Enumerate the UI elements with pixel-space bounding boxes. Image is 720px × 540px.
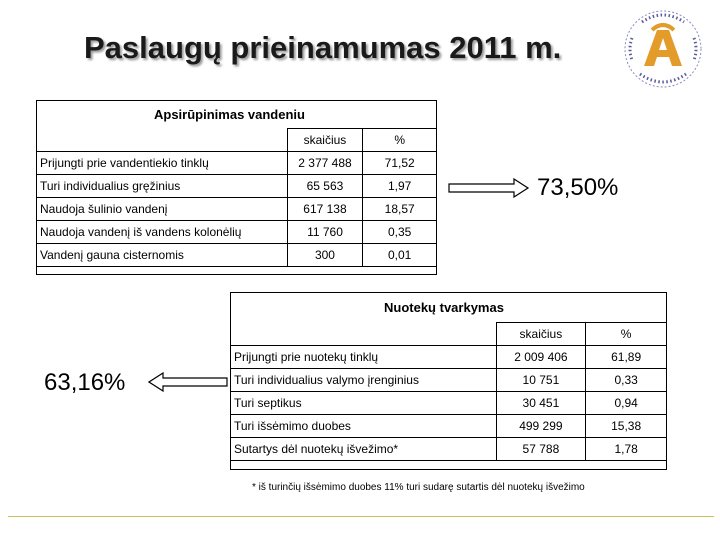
ministry-seal-icon: [622, 8, 704, 90]
table-corner-cell: [37, 129, 288, 152]
table-row: [37, 152, 437, 175]
sewage-total-percent: 63,16%: [44, 369, 126, 396]
table-corner-cell: [231, 323, 497, 346]
column-header-count: skaičius: [496, 323, 586, 346]
column-header-count: skaičius: [287, 129, 363, 152]
page-title: Paslaugų prieinamumas 2011 m.: [84, 30, 562, 65]
column-header-percent: %: [363, 129, 437, 152]
row-label: Turi individualius valymo įrenginius: [231, 369, 497, 392]
row-count: 300: [287, 244, 363, 267]
table-row: [231, 392, 667, 415]
row-label: Naudoja šulinio vandenį: [37, 198, 288, 221]
row-count: 2 377 488: [287, 152, 363, 175]
row-percent: 1,97: [363, 175, 437, 198]
row-count: 2 009 406: [496, 346, 586, 369]
row-label: Naudoja vandenį iš vandens kolonėlių: [37, 221, 288, 244]
row-count: 57 788: [496, 438, 586, 461]
water-supply-heading: Apsirūpinimas vandeniu: [154, 107, 305, 122]
bottom-divider: [8, 516, 714, 517]
table-row: [231, 438, 667, 461]
row-label: Turi septikus: [231, 392, 497, 415]
table-row: [231, 346, 667, 369]
row-percent: 18,57: [363, 198, 437, 221]
sewage-footnote: * iš turinčių išsėmimo duobes 11% turi sudarę sutartis dėl nuotekų išvežimo: [252, 482, 585, 493]
arrow-right-icon: [448, 178, 530, 198]
row-count: 617 138: [287, 198, 363, 221]
row-count: 499 299: [496, 415, 586, 438]
water-total-percent: 73,50%: [537, 174, 619, 201]
table-header-row: [37, 129, 437, 152]
table-row: [231, 415, 667, 438]
row-label: Vandenį gauna cisternomis: [37, 244, 288, 267]
row-percent: 0,33: [586, 369, 667, 392]
row-percent: 0,94: [586, 392, 667, 415]
row-count: 10 751: [496, 369, 586, 392]
table-row: [37, 244, 437, 267]
row-count: 65 563: [287, 175, 363, 198]
arrow-left-icon: [148, 372, 228, 392]
row-label: Turi individualius gręžinius: [37, 175, 288, 198]
sewage-heading: Nuotekų tvarkymas: [384, 300, 504, 315]
row-percent: 61,89: [586, 346, 667, 369]
column-header-percent: %: [586, 323, 667, 346]
table-row: [37, 198, 437, 221]
table-row: [231, 369, 667, 392]
row-label: Prijungti prie nuotekų tinklų: [231, 346, 497, 369]
row-label: Prijungti prie vandentiekio tinklų: [37, 152, 288, 175]
row-count: 11 760: [287, 221, 363, 244]
water-supply-table: [36, 128, 437, 267]
table-row: [37, 221, 437, 244]
table-row: [37, 175, 437, 198]
row-label: Turi išsėmimo duobes: [231, 415, 497, 438]
sewage-table: [230, 322, 667, 461]
row-percent: 1,78: [586, 438, 667, 461]
table-header-row: [231, 323, 667, 346]
row-percent: 15,38: [586, 415, 667, 438]
row-count: 30 451: [496, 392, 586, 415]
row-percent: 0,35: [363, 221, 437, 244]
row-percent: 71,52: [363, 152, 437, 175]
row-label: Sutartys dėl nuotekų išvežimo*: [231, 438, 497, 461]
row-percent: 0,01: [363, 244, 437, 267]
